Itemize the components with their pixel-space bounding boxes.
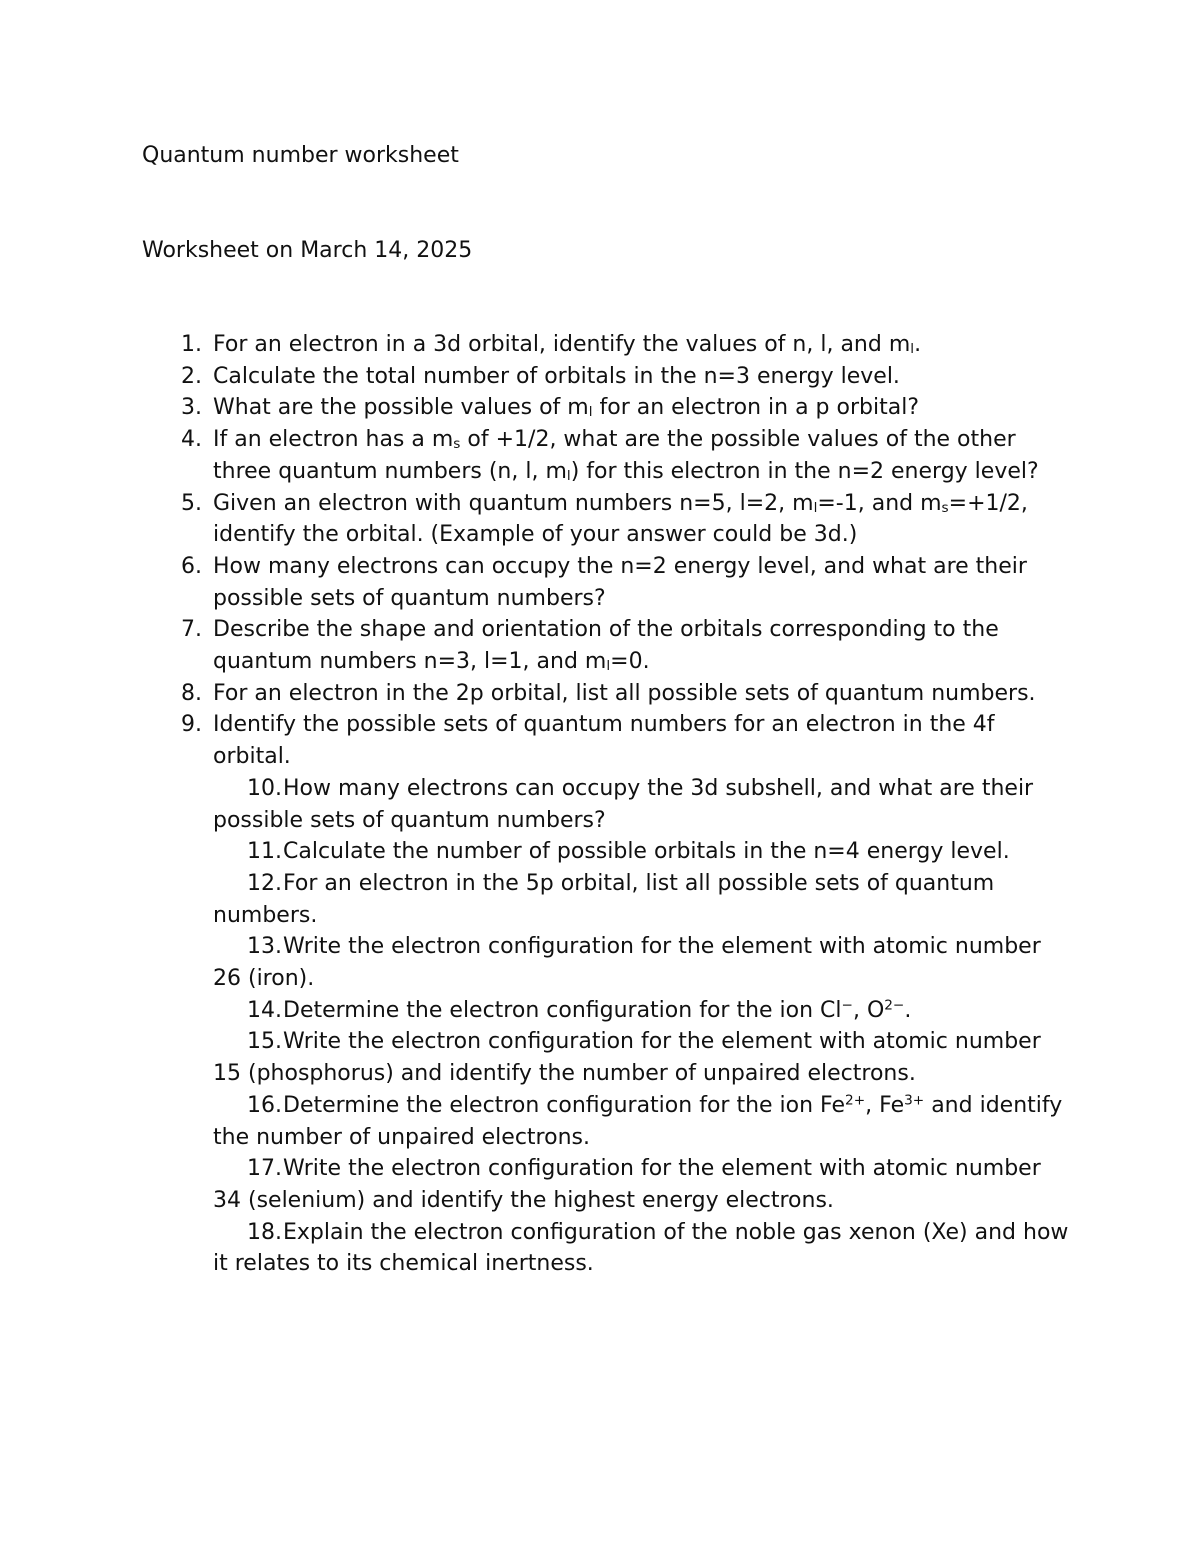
question-number: 15.	[247, 1029, 282, 1055]
question-number: 12.	[247, 870, 282, 896]
question-text: If an electron has a $m_s$ of +1/2, what are the possible values of the other three quantum numbers (n, l, $m_l$) for this electron in the n=2 energy level?	[213, 427, 1039, 484]
question-text: Write the electron configuration for the element with atomic number 34 (selenium) and identify the highest energy electrons.	[213, 1156, 1041, 1213]
question-item	[0, 773, 1073, 836]
question-text: For an electron in the 2p orbital, list all possible sets of quantum numbers.	[213, 680, 1036, 706]
question-text: How many electrons can occupy the n=2 energy level, and what are their possible sets of quantum numbers?	[213, 553, 1027, 611]
question-item	[0, 361, 1073, 393]
question-list	[0, 329, 1200, 1280]
question-item	[0, 1217, 1073, 1280]
question-text: Write the electron configuration for the element with atomic number 15 (phosphorus) and identify the number of unpaired electrons.	[213, 1029, 1041, 1087]
question-number: 10.	[247, 775, 282, 801]
question-number: 16.	[247, 1092, 282, 1118]
question-item	[0, 868, 1073, 931]
question-item	[0, 614, 1073, 677]
question-text: Determine the electron configuration for the ion $Fe^{2+}$, $Fe^{3+}$ and identify the number of unpaired electrons.	[213, 1092, 1063, 1150]
question-item	[0, 836, 1073, 868]
question-number: 6.	[181, 553, 202, 579]
question-text: What are the possible values of $m_l$ for an electron in a p orbital?	[213, 395, 919, 421]
question-item	[0, 931, 1073, 994]
question-item	[0, 551, 1073, 614]
question-item	[0, 1090, 1073, 1153]
question-text: Determine the electron configuration for the ion Cl−, $O^{2-}$.	[283, 997, 912, 1023]
question-number: 4.	[181, 427, 202, 453]
question-text: Identify the possible sets of quantum numbers for an electron in the 4f orbital.	[213, 712, 995, 770]
question-number: 1.	[181, 332, 202, 357]
question-text: Write the electron configuration for the element with atomic number 26 (iron).	[213, 934, 1041, 992]
question-number: 13.	[247, 934, 282, 960]
question-item	[0, 709, 1073, 772]
question-item	[0, 678, 1073, 710]
worksheet-title: Quantum number worksheet	[142, 143, 459, 168]
question-item	[0, 329, 1073, 361]
question-number: 11.	[247, 839, 282, 865]
question-number: 14.	[247, 997, 282, 1023]
question-number: 9.	[181, 712, 202, 738]
question-number: 3.	[181, 395, 202, 421]
question-item	[0, 995, 1073, 1027]
question-number: 8.	[181, 680, 202, 706]
question-item	[0, 1026, 1073, 1089]
question-number: 7.	[181, 617, 202, 643]
question-item	[0, 1153, 1073, 1216]
question-text: Given an electron with quantum numbers n=5, l=2, $m_l=-1$, and $m_s=+1/2$, identify the orbital. (Example of your answer could be 3d.)	[213, 490, 1028, 548]
question-number: 17.	[247, 1156, 282, 1182]
question-number: 2.	[181, 363, 202, 389]
question-text: For an electron in the 5p orbital, list all possible sets of quantum numbers.	[213, 870, 995, 928]
question-item	[0, 392, 1073, 424]
question-number: 5.	[181, 490, 202, 516]
question-text: Explain the electron configuration of the noble gas xenon (Xe) and how it relates to its chemical inertness.	[213, 1219, 1069, 1277]
question-item	[0, 488, 1073, 551]
question-text: For an electron in a 3d orbital, identify the values of n, l, and $m_l$.	[213, 332, 922, 358]
worksheet-date: Worksheet on March 14, 2025	[142, 238, 473, 263]
question-text: Calculate the total number of orbitals in the n=3 energy level.	[213, 363, 900, 389]
question-text: Calculate the number of possible orbitals in the n=4 energy level.	[283, 839, 1010, 865]
question-item	[0, 424, 1073, 487]
question-number: 18.	[247, 1219, 282, 1245]
question-text: Describe the shape and orientation of the orbitals corresponding to the quantum numbers n=3, l=1, and $m_l=0$.	[213, 617, 999, 675]
question-text: How many electrons can occupy the 3d subshell, and what are their possible sets of quantum numbers?	[213, 775, 1034, 833]
